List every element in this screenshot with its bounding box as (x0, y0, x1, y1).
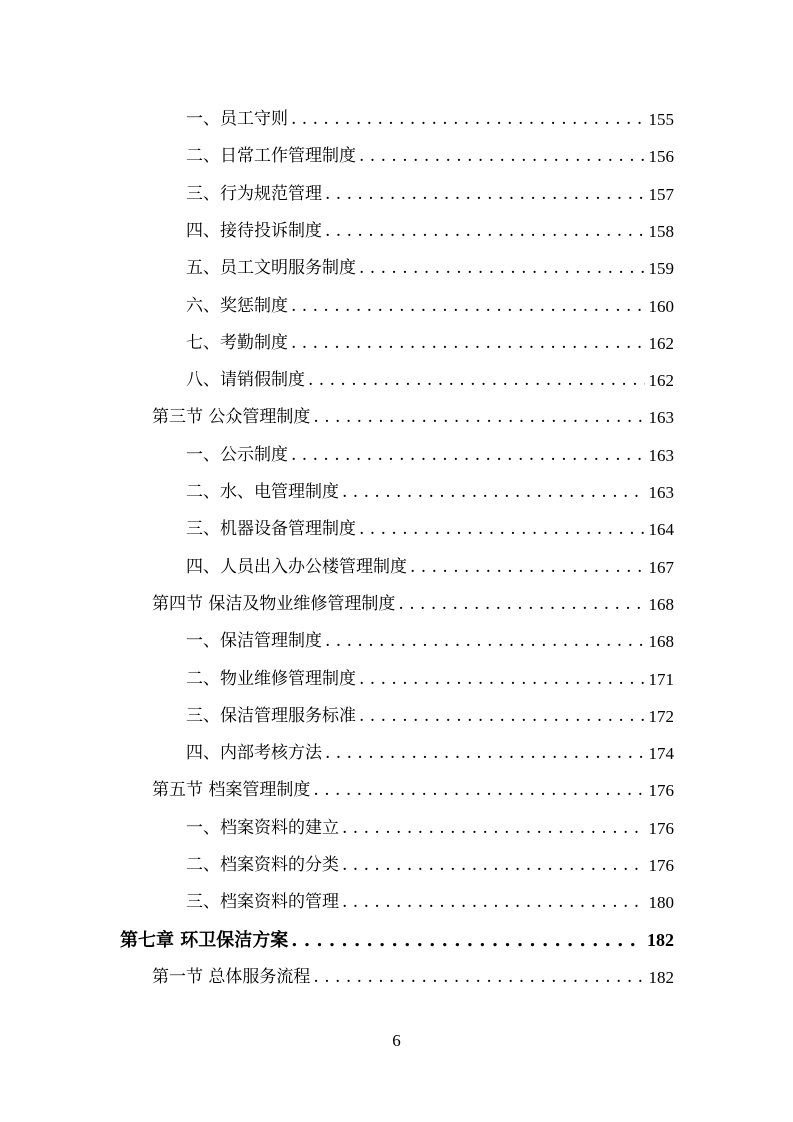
toc-entry-page: 162 (648, 333, 674, 353)
toc-entry-page: 158 (648, 221, 674, 241)
toc-entry-title: 一、员工守则 (186, 109, 288, 129)
toc-chapter-entry[interactable] (120, 922, 674, 959)
toc-entry-title: 四、内部考核方法 (186, 743, 322, 764)
toc-item-entry[interactable] (186, 288, 674, 325)
toc-item-entry[interactable] (186, 474, 674, 511)
toc-dot-leader (313, 772, 644, 809)
toc-dot-leader (342, 474, 645, 511)
toc-entry-page: 176 (648, 818, 674, 838)
toc-dot-leader (410, 549, 645, 586)
toc-dot-leader (313, 959, 644, 996)
toc-dot-leader (342, 847, 645, 884)
page-number: 6 (392, 1031, 401, 1050)
toc-entry-page: 176 (648, 856, 674, 875)
toc-entry-title: 第一节 总体服务流程 (152, 966, 311, 987)
toc-item-entry[interactable] (186, 884, 674, 921)
toc-item-entry[interactable] (186, 138, 674, 175)
toc-entry-title: 七、考勤制度 (186, 332, 288, 353)
toc-section-entry[interactable] (152, 772, 674, 809)
toc-item-entry[interactable] (186, 250, 674, 287)
toc-dot-leader (398, 586, 644, 623)
toc-dot-leader (325, 623, 645, 660)
toc-dot-leader (291, 101, 645, 138)
toc-section-entry[interactable] (152, 959, 674, 996)
toc-entry-title: 第四节 保洁及物业维修管理制度 (152, 593, 396, 614)
toc-dot-leader (359, 661, 645, 698)
toc-entry-title: 二、日常工作管理制度 (186, 146, 356, 167)
toc-entry-title: 六、奖惩制度 (186, 295, 288, 316)
toc-item-entry[interactable] (186, 623, 674, 660)
toc-entry-page: 162 (648, 371, 674, 391)
toc-item-entry[interactable] (186, 437, 674, 474)
toc-item-entry[interactable] (186, 549, 674, 586)
toc-entry-title: 八、请销假制度 (186, 370, 305, 391)
toc-dot-leader (325, 735, 645, 772)
toc-entry-page: 163 (648, 408, 674, 428)
toc-entry-page: 168 (648, 632, 674, 652)
toc-entry-page: 171 (648, 669, 674, 689)
toc-entry-page: 180 (648, 893, 674, 913)
toc-entry-title: 三、保洁管理服务标准 (186, 705, 356, 726)
toc-entry-title: 一、公示制度 (186, 444, 288, 465)
toc-item-entry[interactable] (186, 213, 674, 250)
toc-entry-page: 176 (648, 781, 674, 801)
toc-dot-leader (342, 884, 645, 921)
toc-dot-leader (359, 511, 645, 548)
toc-entry-title: 四、人员出入办公楼管理制度 (186, 556, 407, 577)
toc-entry-page: 155 (648, 110, 674, 129)
toc-section-entry[interactable] (152, 586, 674, 623)
toc-item-entry[interactable] (186, 661, 674, 698)
toc-dot-leader (291, 288, 645, 325)
toc-dot-leader (291, 325, 645, 362)
toc-entry-page: 167 (648, 557, 674, 577)
toc-dot-leader (308, 362, 645, 399)
toc-entry-title: 三、档案资料的管理 (186, 892, 339, 913)
toc-entry-page: 156 (648, 147, 674, 167)
toc-item-entry[interactable] (186, 698, 674, 735)
toc-item-entry[interactable] (186, 847, 674, 884)
toc-dot-leader (359, 138, 645, 175)
toc-entry-title: 二、档案资料的分类 (186, 855, 339, 875)
toc-dot-leader (291, 437, 645, 474)
toc-dot-leader (359, 698, 645, 735)
toc-item-entry[interactable] (186, 735, 674, 772)
toc-entry-page: 182 (648, 967, 674, 987)
toc-item-entry[interactable] (186, 176, 674, 213)
toc-dot-leader (342, 810, 645, 847)
toc-entry-title: 三、机器设备管理制度 (186, 519, 356, 540)
toc-entry-title: 第三节 公众管理制度 (152, 407, 311, 428)
toc-entry-page: 172 (648, 706, 674, 726)
toc-item-entry[interactable] (186, 810, 674, 847)
toc-entry-page: 168 (648, 594, 674, 614)
toc-entry-title: 一、保洁管理制度 (186, 631, 322, 652)
toc-entry-page: 159 (648, 259, 674, 279)
toc-entry-title: 第五节 档案管理制度 (152, 780, 311, 801)
toc-entry-title: 一、档案资料的建立 (186, 817, 339, 838)
toc-entry-page: 164 (648, 520, 674, 540)
toc-entry-page: 163 (648, 445, 674, 465)
toc-entry-page: 182 (647, 929, 674, 950)
toc-dot-leader (325, 213, 645, 250)
toc-entry-page: 157 (648, 184, 674, 204)
toc-item-entry[interactable] (186, 511, 674, 548)
toc-entry-title: 第七章 环卫保洁方案 (120, 929, 289, 951)
toc-dot-leader (313, 399, 644, 436)
toc-dot-leader (291, 922, 643, 959)
toc-dot-leader (359, 250, 645, 287)
toc-dot-leader (325, 176, 645, 213)
toc-item-entry[interactable] (186, 325, 674, 362)
toc-item-entry[interactable] (186, 362, 674, 399)
toc-entry-page: 160 (648, 296, 674, 316)
toc-entry-title: 五、员工文明服务制度 (186, 258, 356, 279)
toc-entry-title: 三、行为规范管理 (186, 183, 322, 204)
toc-entry-title: 四、接待投诉制度 (186, 220, 322, 241)
toc-section-entry[interactable] (152, 399, 674, 436)
toc-entry-title: 二、水、电管理制度 (186, 482, 339, 502)
toc-entry-title: 二、物业维修管理制度 (186, 668, 356, 689)
toc-item-entry[interactable] (186, 101, 674, 138)
toc-entry-page: 163 (648, 483, 674, 502)
toc-entry-page: 174 (648, 744, 674, 764)
